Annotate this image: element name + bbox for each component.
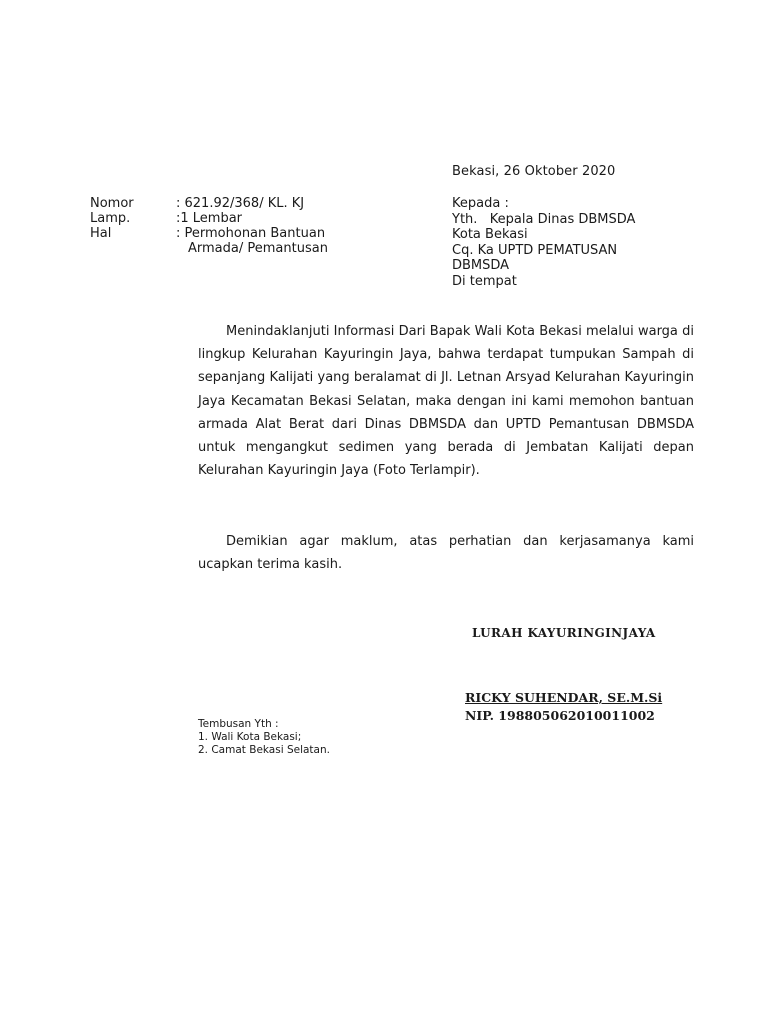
signer-name: RICKY SUHENDAR, SE.M.Si (465, 690, 663, 705)
place-date: Bekasi, 26 Oktober 2020 (452, 164, 616, 179)
cc-heading: Tembusan Yth : (198, 718, 279, 730)
meta-label-hal: Hal (90, 226, 112, 241)
meta-label-nomor: Nomor (90, 196, 134, 211)
body-paragraph-1: Menindaklanjuti Informasi Dari Bapak Wali Kota Bekasi melalui warga di lingkup Kelurahan Kayuringin Jaya, bahwa terdapat tumpukan Sampah di sepanjang Kalijati yang beralamat di Jl. Letnan Arsyad Kelurahan Kayuringin Jaya Kecamatan Bekasi Selatan, maka dengan ini kami memohon bantuan armada Alat Berat dari Dinas DBMSDA dan UPTD Pemantusan DBMSDA untuk mengangkut sedimen yang berada di Jembatan Kalijati depan Kelurahan Kayuringin Jaya (Foto Terlampir). (198, 324, 694, 479)
signer-title: LURAH KAYURINGINJAYA (472, 626, 656, 640)
meta-value-lamp: :1 Lembar (176, 211, 243, 226)
cc-block (198, 718, 330, 757)
recipient-line-3: Cq. Ka UPTD PEMATUSAN (452, 242, 618, 258)
meta-value-hal-continued: Armada/ Pemantusan (188, 241, 328, 256)
recipient-line-1: Yth. Kepala Dinas DBMSDA (452, 211, 636, 227)
recipient-line-2: Kota Bekasi (452, 227, 528, 242)
cc-item-1: 1. Wali Kota Bekasi; (198, 731, 302, 743)
meta-value-hal: : Permohonan Bantuan (176, 226, 326, 241)
recipient-line-4: DBMSDA (452, 258, 510, 273)
meta-label-lamp: Lamp. (90, 211, 131, 226)
recipient-line-5: Di tempat (452, 273, 517, 289)
meta-value-nomor: : 621.92/368/ KL. KJ (176, 196, 305, 211)
recipient-kepada: Kepada : (452, 196, 509, 211)
recipient-block (452, 196, 635, 289)
body-paragraph-2: Demikian agar maklum, atas perhatian dan kerjasamanya kami ucapkan terima kasih. (198, 534, 694, 573)
cc-item-2: 2. Camat Bekasi Selatan. (198, 744, 330, 756)
signer-nip: NIP. 198805062010011002 (465, 708, 655, 723)
